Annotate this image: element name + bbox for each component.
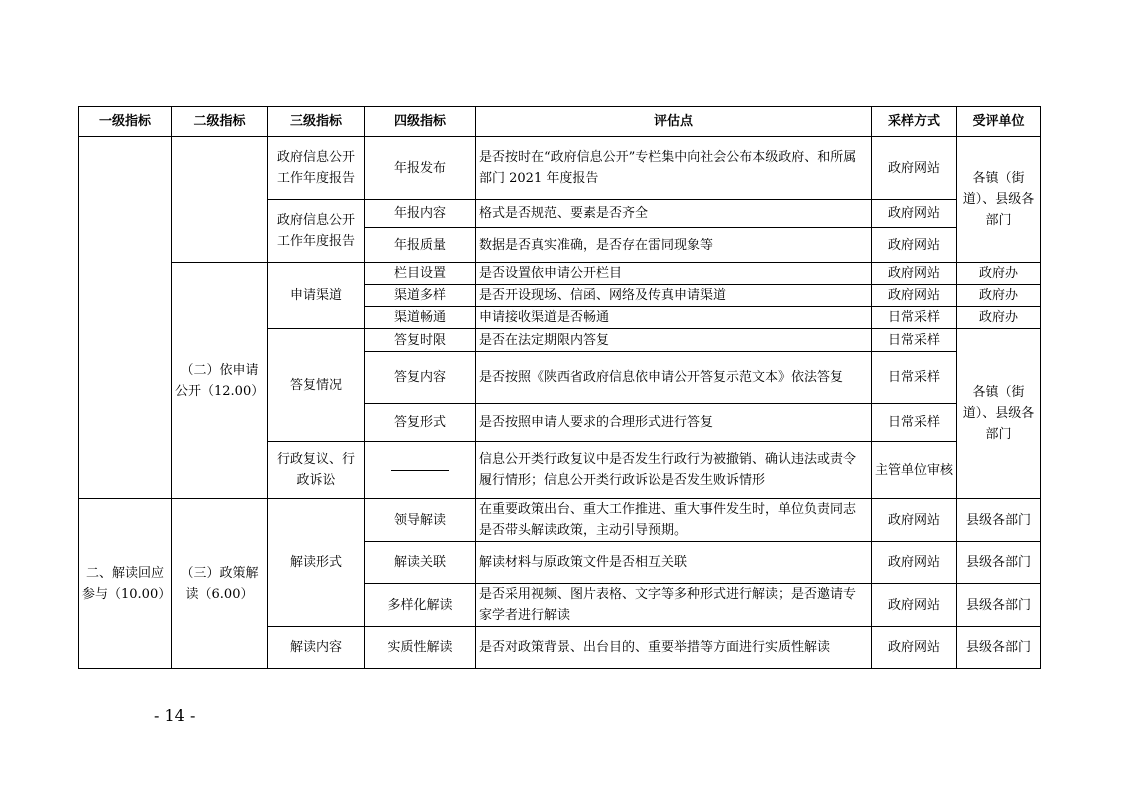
unit-cell: 各镇（街道）、县级各部门 bbox=[957, 137, 1041, 263]
level4-cell: 栏目设置 bbox=[365, 263, 476, 285]
eval-point-cell: 是否按时在“政府信息公开”专栏集中向社会公布本级政府、和所属部门 2021 年度报告 bbox=[476, 137, 872, 200]
unit-cell: 政府办 bbox=[957, 263, 1041, 285]
level4-cell: 答复内容 bbox=[365, 352, 476, 404]
level4-cell: 年报内容 bbox=[365, 200, 476, 228]
method-cell: 政府网站 bbox=[872, 542, 957, 584]
header-eval-point: 评估点 bbox=[476, 107, 872, 137]
level4-cell: 领导解读 bbox=[365, 499, 476, 542]
method-cell: 日常采样 bbox=[872, 329, 957, 352]
unit-cell: 政府办 bbox=[957, 307, 1041, 329]
level3-cell: 解读形式 bbox=[268, 499, 365, 627]
unit-cell: 县级各部门 bbox=[957, 499, 1041, 542]
eval-point-cell: 申请接收渠道是否畅通 bbox=[476, 307, 872, 329]
dash-line bbox=[391, 470, 449, 471]
method-cell: 政府网站 bbox=[872, 499, 957, 542]
unit-cell: 县级各部门 bbox=[957, 627, 1041, 669]
method-cell: 政府网站 bbox=[872, 627, 957, 669]
level4-cell: 答复形式 bbox=[365, 404, 476, 442]
eval-point-cell: 是否采用视频、图片表格、文字等多种形式进行解读；是否邀请专家学者进行解读 bbox=[476, 584, 872, 627]
method-cell: 政府网站 bbox=[872, 584, 957, 627]
level4-cell: 多样化解读 bbox=[365, 584, 476, 627]
header-row bbox=[79, 107, 1041, 137]
eval-point-cell: 是否设置依申请公开栏目 bbox=[476, 263, 872, 285]
method-cell: 政府网站 bbox=[872, 285, 957, 307]
eval-point-cell: 格式是否规范、要素是否齐全 bbox=[476, 200, 872, 228]
method-cell: 政府网站 bbox=[872, 200, 957, 228]
level1-cell-top bbox=[79, 137, 172, 499]
header-level4: 四级指标 bbox=[365, 107, 476, 137]
method-cell: 主管单位审核 bbox=[872, 442, 957, 499]
level3-cell: 政府信息公开工作年度报告 bbox=[268, 137, 365, 200]
level4-cell: 渠道多样 bbox=[365, 285, 476, 307]
unit-cell: 各镇（街道）、县级各部门 bbox=[957, 329, 1041, 499]
level2-cell: （二）依申请公开（12.00） bbox=[172, 263, 268, 499]
unit-cell: 县级各部门 bbox=[957, 584, 1041, 627]
level2-cell: （三）政策解读（6.00） bbox=[172, 499, 268, 669]
header-sampling-method: 采样方式 bbox=[872, 107, 957, 137]
eval-point-cell: 信息公开类行政复议中是否发生行政行为被撤销、确认违法或责令履行情形；信息公开类行政诉讼是否发生败诉情形 bbox=[476, 442, 872, 499]
level4-cell: 答复时限 bbox=[365, 329, 476, 352]
level3-cell: 解读内容 bbox=[268, 627, 365, 669]
level1-cell: 二、解读回应参与（10.00） bbox=[79, 499, 172, 669]
level3-cell: 行政复议、行政诉讼 bbox=[268, 442, 365, 499]
level4-cell: 解读关联 bbox=[365, 542, 476, 584]
method-cell: 日常采样 bbox=[872, 307, 957, 329]
method-cell: 政府网站 bbox=[872, 137, 957, 200]
level3-cell: 申请渠道 bbox=[268, 263, 365, 329]
level4-cell: 渠道畅通 bbox=[365, 307, 476, 329]
table-row bbox=[79, 137, 1041, 200]
eval-point-cell: 是否按照申请人要求的合理形式进行答复 bbox=[476, 404, 872, 442]
header-unit: 受评单位 bbox=[957, 107, 1041, 137]
level4-cell: 实质性解读 bbox=[365, 627, 476, 669]
eval-point-cell: 在重要政策出台、重大工作推进、重大事件发生时，单位负责同志是否带头解读政策，主动引导预期。 bbox=[476, 499, 872, 542]
table-row bbox=[79, 263, 1041, 285]
unit-cell: 县级各部门 bbox=[957, 542, 1041, 584]
level3-cell: 答复情况 bbox=[268, 329, 365, 442]
level4-cell: 年报发布 bbox=[365, 137, 476, 200]
eval-point-cell: 数据是否真实准确，是否存在雷同现象等 bbox=[476, 228, 872, 263]
header-level1: 一级指标 bbox=[79, 107, 172, 137]
eval-point-cell: 是否在法定期限内答复 bbox=[476, 329, 872, 352]
method-cell: 日常采样 bbox=[872, 404, 957, 442]
eval-point-cell: 是否按照《陕西省政府信息依申请公开答复示范文本》依法答复 bbox=[476, 352, 872, 404]
eval-point-cell: 是否开设现场、信函、网络及传真申请渠道 bbox=[476, 285, 872, 307]
eval-point-cell: 解读材料与原政策文件是否相互关联 bbox=[476, 542, 872, 584]
level3-cell: 政府信息公开工作年度报告 bbox=[268, 200, 365, 263]
method-cell: 日常采样 bbox=[872, 352, 957, 404]
page-number: - 14 - bbox=[154, 706, 196, 725]
level2-cell-blank bbox=[172, 137, 268, 263]
level4-cell: 年报质量 bbox=[365, 228, 476, 263]
method-cell: 政府网站 bbox=[872, 228, 957, 263]
method-cell: 政府网站 bbox=[872, 263, 957, 285]
unit-cell: 政府办 bbox=[957, 285, 1041, 307]
header-level2: 二级指标 bbox=[172, 107, 268, 137]
evaluation-index-table bbox=[78, 106, 1041, 669]
table-row bbox=[79, 499, 1041, 542]
eval-point-cell: 是否对政策背景、出台目的、重要举措等方面进行实质性解读 bbox=[476, 627, 872, 669]
header-level3: 三级指标 bbox=[268, 107, 365, 137]
level4-cell-empty bbox=[365, 442, 476, 499]
